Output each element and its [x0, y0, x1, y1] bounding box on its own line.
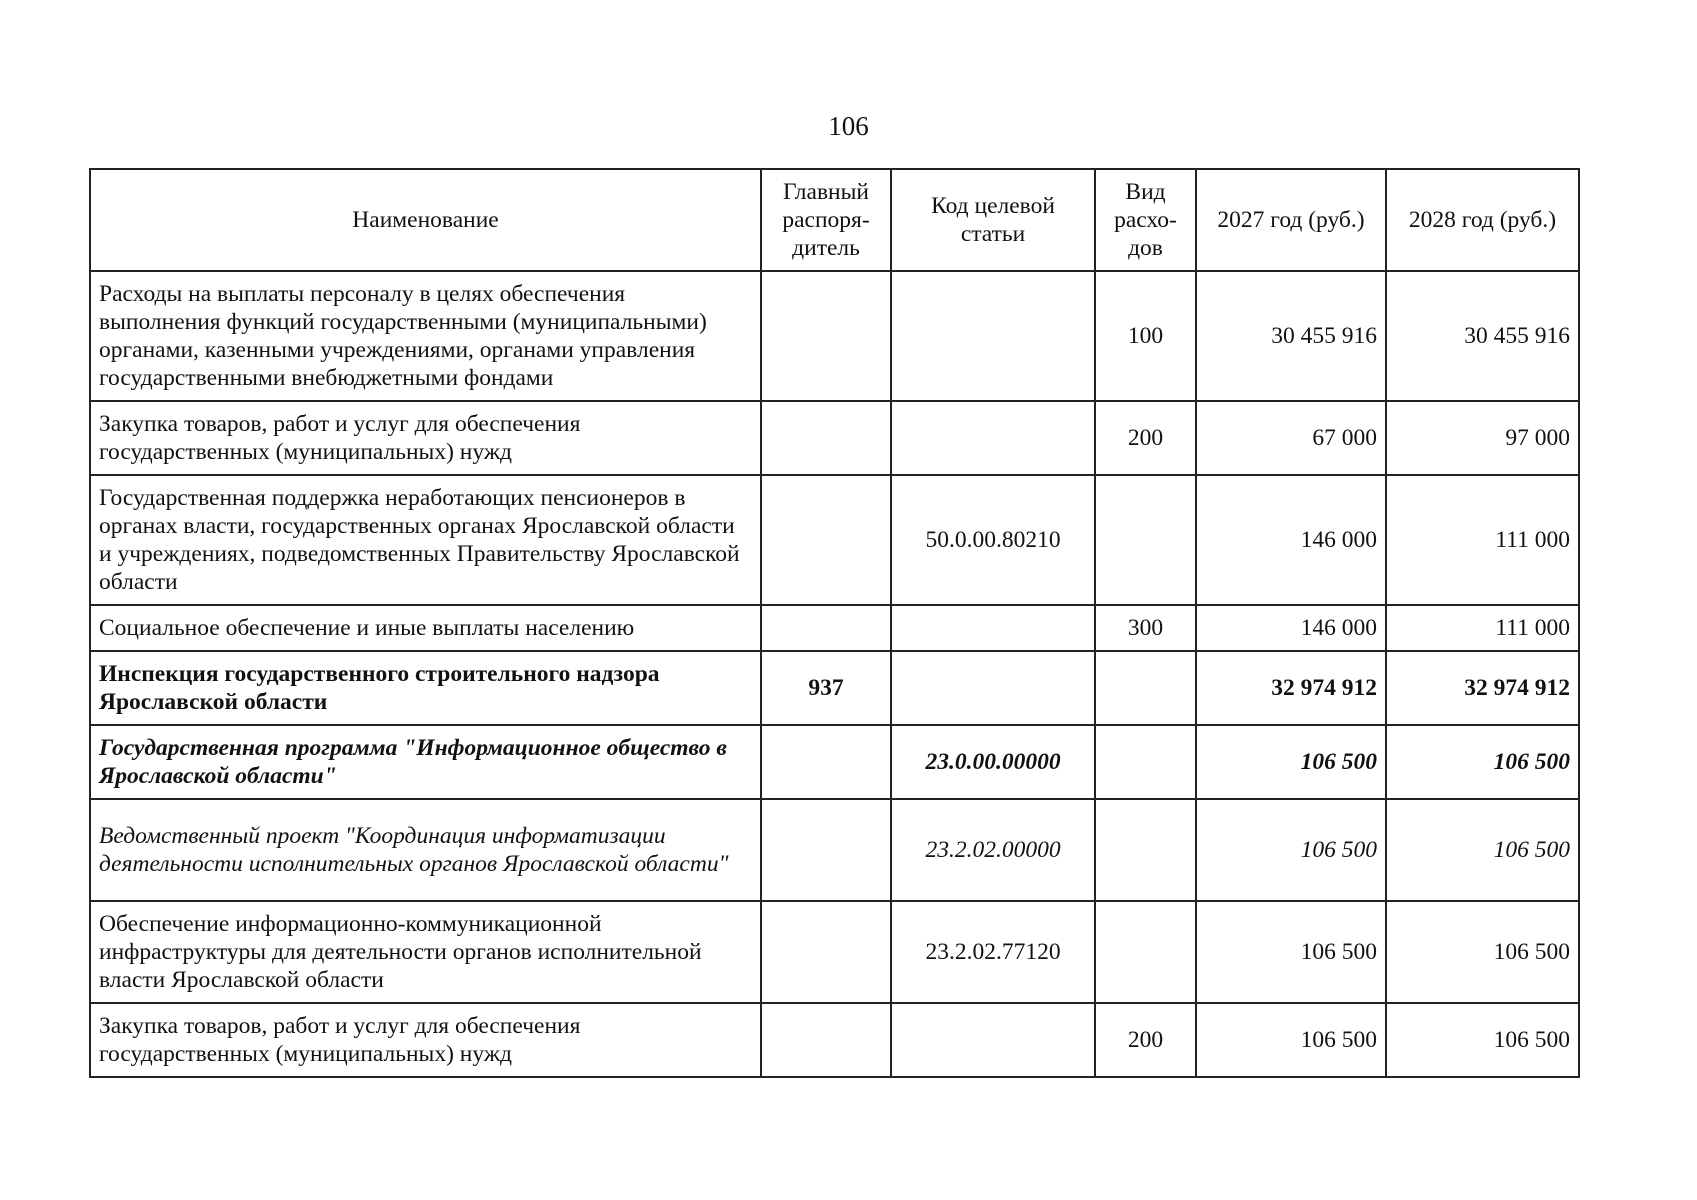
cell-2028: 111 000: [1386, 605, 1579, 651]
header-chief: Главный распоря-дитель: [761, 169, 891, 271]
cell-chief: [761, 605, 891, 651]
cell-kind: [1095, 651, 1196, 725]
cell-kind: 200: [1095, 1003, 1196, 1077]
cell-name: Государственная программа "Информационное общество в Ярославской области": [90, 725, 761, 799]
table-row: [90, 271, 1579, 401]
table-header-row: [90, 169, 1579, 271]
cell-kind: 300: [1095, 605, 1196, 651]
cell-code: 23.2.02.77120: [891, 901, 1095, 1003]
cell-2028: 106 500: [1386, 799, 1579, 901]
table-row: [90, 651, 1579, 725]
header-name: Наименование: [90, 169, 761, 271]
cell-chief: [761, 401, 891, 475]
cell-code: 23.0.00.00000: [891, 725, 1095, 799]
cell-2028: 111 000: [1386, 475, 1579, 605]
cell-chief: [761, 901, 891, 1003]
cell-kind: 100: [1095, 271, 1196, 401]
cell-2028: 106 500: [1386, 901, 1579, 1003]
cell-name: Государственная поддержка неработающих пенсионеров в органах власти, государственных органах Ярославской области и учреждениях, подведомственных Правительству Ярославской области: [90, 475, 761, 605]
cell-chief: [761, 799, 891, 901]
cell-name: Ведомственный проект "Координация информатизации деятельности исполнительных органов Ярославской области": [90, 799, 761, 901]
table-row: [90, 475, 1579, 605]
cell-2027: 106 500: [1196, 725, 1386, 799]
cell-kind: 200: [1095, 401, 1196, 475]
cell-2027: 32 974 912: [1196, 651, 1386, 725]
header-code: Код целевой статьи: [891, 169, 1095, 271]
cell-2027: 67 000: [1196, 401, 1386, 475]
cell-kind: [1095, 475, 1196, 605]
cell-2028: 97 000: [1386, 401, 1579, 475]
cell-code: [891, 651, 1095, 725]
cell-2028: 32 974 912: [1386, 651, 1579, 725]
cell-name: Инспекция государственного строительного надзора Ярославской области: [90, 651, 761, 725]
cell-code: [891, 605, 1095, 651]
cell-2027: 106 500: [1196, 1003, 1386, 1077]
cell-code: 23.2.02.00000: [891, 799, 1095, 901]
cell-code: [891, 401, 1095, 475]
table-row: [90, 901, 1579, 1003]
cell-2027: 146 000: [1196, 605, 1386, 651]
header-kind: Вид расхо-дов: [1095, 169, 1196, 271]
cell-chief: [761, 271, 891, 401]
cell-2027: 146 000: [1196, 475, 1386, 605]
table-row: [90, 1003, 1579, 1077]
cell-name: Расходы на выплаты персоналу в целях обеспечения выполнения функций государственными (муниципальными) органами, казенными учреждениями, органами управления государственными внебюджетными фондами: [90, 271, 761, 401]
cell-code: 50.0.00.80210: [891, 475, 1095, 605]
table-row: [90, 799, 1579, 901]
cell-kind: [1095, 799, 1196, 901]
cell-kind: [1095, 725, 1196, 799]
cell-2028: 30 455 916: [1386, 271, 1579, 401]
cell-chief: [761, 475, 891, 605]
cell-name: Социальное обеспечение и иные выплаты населению: [90, 605, 761, 651]
cell-code: [891, 271, 1095, 401]
budget-table: [89, 168, 1580, 1078]
cell-2028: 106 500: [1386, 1003, 1579, 1077]
cell-2027: 30 455 916: [1196, 271, 1386, 401]
cell-name: Обеспечение информационно-коммуникационной инфраструктуры для деятельности органов исполнительной власти Ярославской области: [90, 901, 761, 1003]
cell-kind: [1095, 901, 1196, 1003]
cell-2027: 106 500: [1196, 799, 1386, 901]
cell-2027: 106 500: [1196, 901, 1386, 1003]
cell-name: Закупка товаров, работ и услуг для обеспечения государственных (муниципальных) нужд: [90, 1003, 761, 1077]
page-number: 106: [828, 111, 869, 141]
table-row: [90, 725, 1579, 799]
cell-name: Закупка товаров, работ и услуг для обеспечения государственных (муниципальных) нужд: [90, 401, 761, 475]
cell-2028: 106 500: [1386, 725, 1579, 799]
cell-chief: [761, 1003, 891, 1077]
header-2027: 2027 год (руб.): [1196, 169, 1386, 271]
cell-chief: [761, 725, 891, 799]
table-row: [90, 401, 1579, 475]
header-2028: 2028 год (руб.): [1386, 169, 1579, 271]
cell-chief: 937: [761, 651, 891, 725]
cell-code: [891, 1003, 1095, 1077]
table-row: [90, 605, 1579, 651]
